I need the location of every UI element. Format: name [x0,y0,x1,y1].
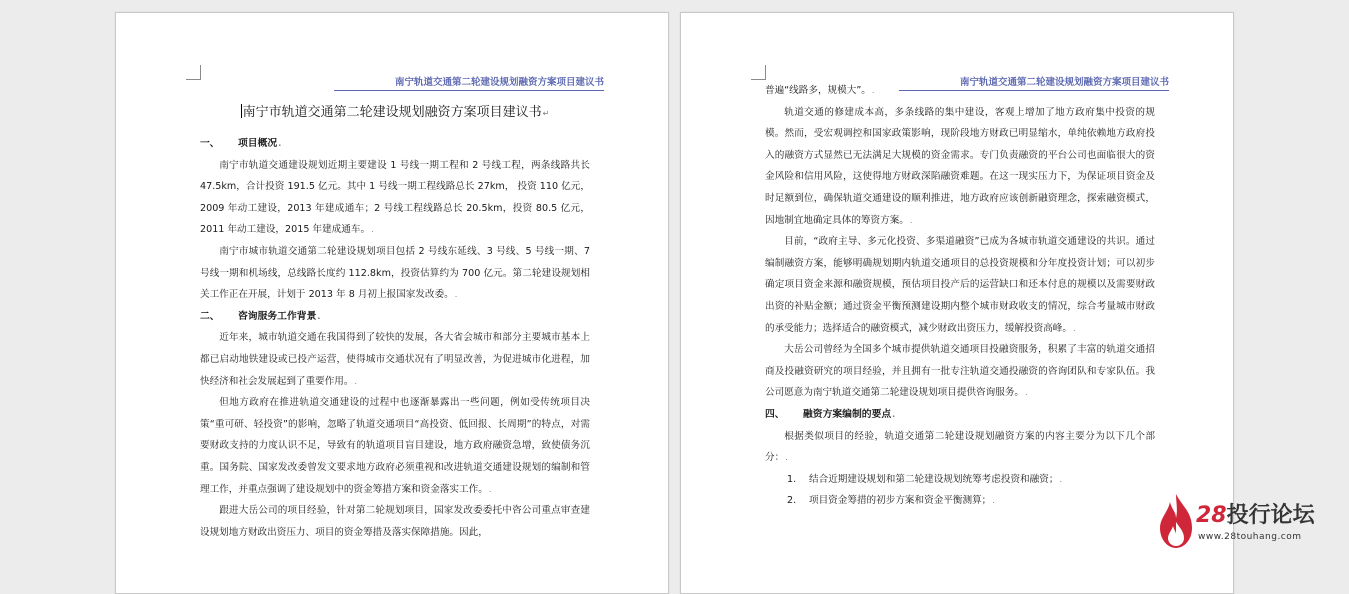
list-item: 2. 项目资金筹措的初步方案和资金平衡测算；. [787,495,995,507]
paragraph: 目前，“政府主导、多元化投资、多渠道融资”已成为各城市轨道交通建设的共识。通过编制融资方案，能够明确规划期内轨道交通项目的总投资规模和分年度投资计划；可以初步确定项目资金来源和融资规模，预估项目投产后的运营缺口和还本付息的规模以及需要财政出资的补贴金额；通过资金平衡预测建设期内整个城市财政收支的情况，综合考量城市财政的承受能力；选择适合的融资模式，减少财政出资压力，缓解投资高峰。. [765,236,1155,334]
page-content[interactable] [200,95,590,543]
paragraph: 但地方政府在推进轨道交通建设的过程中也逐渐暴露出一些问题，例如受传统项目决策“重可研、轻投资”的影响，忽略了轨道交通项目“高投资、低回报、长周期”的特点，对需要财政支持的力度认识不足，导致有的轨道项目盲目建设，地方政府融资急增，致使债务沉重。国务院、国家发改委曾发文要求地方政府必须重视和改进轨道交通建设规划的编制和管理工作，并重点强调了建设规划中的资金筹措方案和资金落实工作。. [200,397,590,495]
margin-corner-mark [751,65,766,80]
watermark-url: www.28touhang.com [1198,532,1302,542]
list-item: 1. 结合近期建设规划和第二轮建设规划统筹考虑投资和融资；. [787,473,1062,485]
paragraph: 普遍“线路多，规模大”。. [765,85,875,96]
text-cursor [241,104,242,118]
paragraph: 南宁市轨道交通建设规划近期主要建设 1 号线一期工程和 2 号线工程，两条线路共长 47.5km，合计投资 191.5 亿元。其中 1 号线一期工程线路总长 27km， 投资 110 亿元，2009 年动工建设，2013 年建成通车；2 号线工程线路总长 20.5km，投资 80.5 亿元，2011 年动工建设，2015 年建成通车。. [200,159,590,236]
flame-icon [1156,492,1196,552]
page-header: 南宁轨道交通第二轮建设规划融资方案项目建议书 [334,77,604,91]
document-page-right[interactable] [680,12,1234,594]
watermark-logo [1156,492,1336,554]
paragraph: 跟进大岳公司的项目经验，针对第二轮规划项目，国家发改委委托中咨公司重点审查建设规划地方财政出资压力、项目的资金筹措及落实保障措施。因此， [200,505,590,538]
section-heading-1: 一、 项目概况. [200,138,282,149]
section-heading-2: 二、 咨询服务工作背景. [200,310,321,322]
paragraph: 轨道交通的修建成本高，多条线路的集中建设，客观上增加了地方政府集中投资的规模。然而，受宏观调控和国家政策影响，现阶段地方财政已明显缩水，单纯依赖地方政府投入的融资方式显然已无法满足大规模的资金需求。专门负责融资的平台公司也面临很大的资金风险和信用风险，这使得地方财政深陷融资难题。在这一现实压力下，为保证项目资金及时足额到位，确保轨道交通建设的顺利推进，地方政府应该创新融资理念，探索融资模式，因地制宜地确定具体的筹资方案。. [765,106,1155,226]
margin-corner-mark [186,65,201,80]
paragraph-mark: ↵ [542,109,550,118]
watermark-title: 28投行论坛 [1196,503,1315,528]
paragraph: 大岳公司曾经为全国多个城市提供轨道交通项目投融资服务，积累了丰富的轨道交通招商及投融资研究的项目经验，并且拥有一批专注轨道交通投融资的咨询团队和专家队伍。我公司愿意为南宁轨道交通第二轮建设规划项目提供咨询服务。. [765,344,1155,399]
paragraph: 近年来，城市轨道交通在我国得到了较快的发展，各大省会城市和部分主要城市基本上都已启动地铁建设或已投产运营，使得城市交通状况有了明显改善，为促进城市化进程，加快经济和社会发展起到了重要作用。. [200,332,590,387]
page-content[interactable] [765,80,1155,512]
paragraph: 根据类似项目的经验，轨道交通第二轮建设规划融资方案的内容主要分为以下几个部分：. [765,430,1155,464]
paragraph: 南宁市城市轨道交通第二轮建设规划项目包括 2 号线东延线、3 号线、5 号线一期、7 号线一期和机场线，总线路长度约 112.8km，投资估算约为 700 亿元。第二轮建设规划相关工作正在开展，计划于 2013 年 8 月初上报国家发改委。. [200,245,590,301]
section-heading-4: 四、 融资方案编制的要点. [765,408,896,420]
document-title: 南宁市轨道交通第二轮建设规划融资方案项目建议书 [242,105,542,120]
document-title-line [200,100,590,127]
page-header: 南宁轨道交通第二轮建设规划融资方案项目建议书 [899,77,1169,91]
document-page-left[interactable] [115,12,669,594]
